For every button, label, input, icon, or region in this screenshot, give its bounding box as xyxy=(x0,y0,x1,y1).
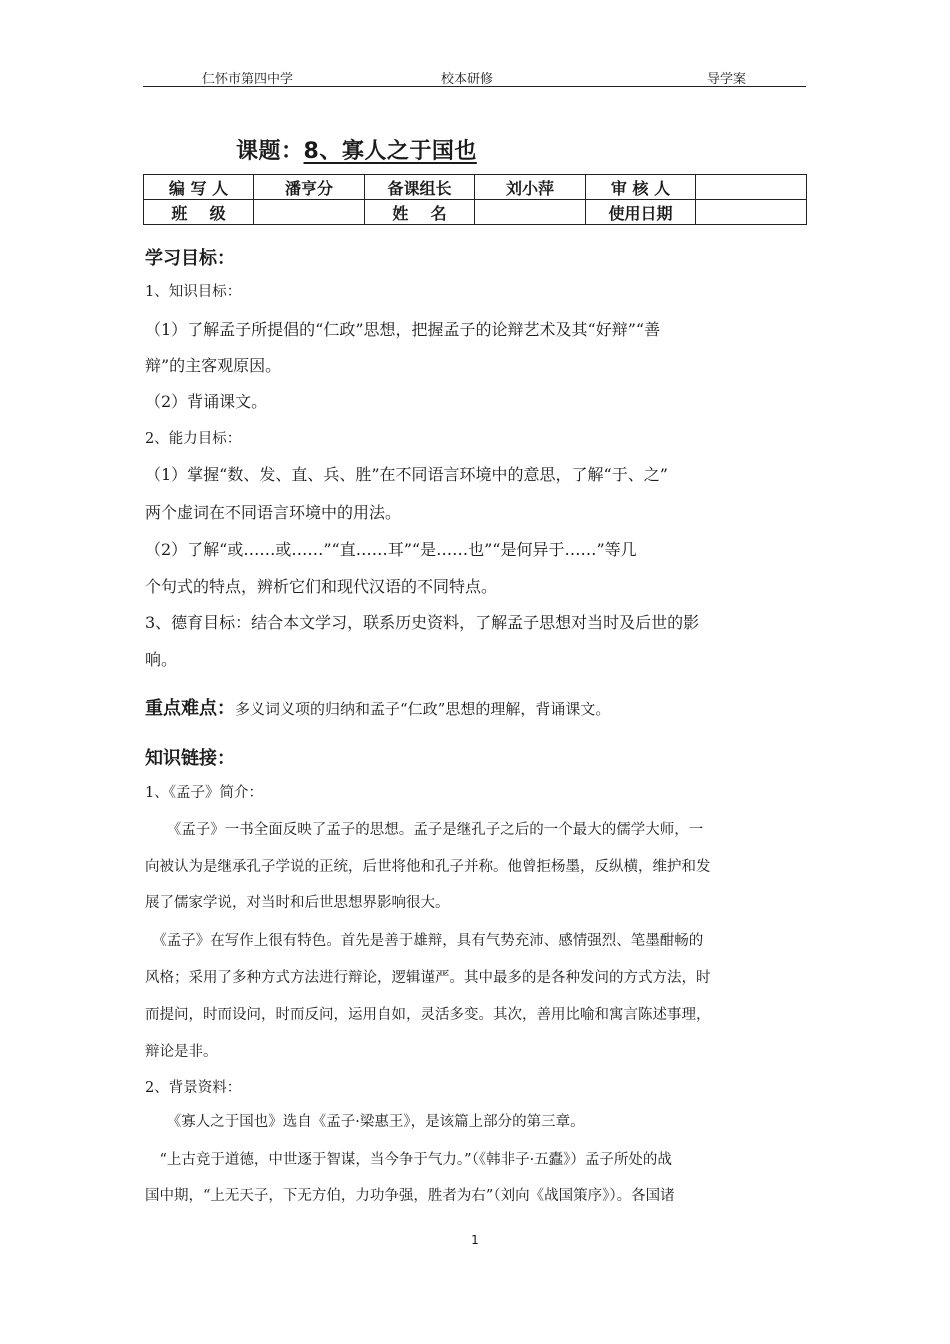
link-line: 而提问，时而设问，时而反问，运用自如，灵活多变。其次，善用比喻和寓言陈述事理， xyxy=(145,1007,711,1023)
goal-line: （2）背诵课文。 xyxy=(145,392,268,411)
info-cell xyxy=(696,175,807,200)
header-school: 仁怀市第四中学 xyxy=(202,72,294,87)
info-cell xyxy=(475,200,586,225)
link-line: 《孟子》在写作上很有特色。首先是善于雄辩，具有气势充沛、感情强烈、笔墨酣畅的 xyxy=(145,933,704,949)
info-cell: 刘小萍 xyxy=(475,175,586,200)
goal-line: 辩”的主客观原因。 xyxy=(145,356,282,375)
key-points-text: 多义词义项的归纳和孟子“仁政”思想的理解，背诵课文。 xyxy=(235,700,611,718)
goal-line: （1）掌握“数、发、直、兵、胜”在不同语言环境中的意思，了解“于、之” xyxy=(145,465,668,484)
link-line: 《孟子》一书全面反映了孟子的思想。孟子是继孔子之后的一个最大的儒学大师，一 xyxy=(145,822,704,838)
goal-line: （1）了解孟子所提倡的“仁政”思想，把握孟子的论辩艺术及其“好辩”“善 xyxy=(145,320,661,339)
key-points-heading: 重点难点： xyxy=(145,698,235,719)
goal-line: 2、能力目标： xyxy=(145,431,242,447)
lesson-title xyxy=(236,134,477,165)
link-line: 2、背景资料： xyxy=(145,1080,242,1096)
key-points xyxy=(145,694,810,720)
links-heading: 知识链接： xyxy=(145,748,235,769)
link-line: “上古竞于道德，中世逐于智谋，当今争于气力。”（《韩非子·五蠹》）孟子所处的战 xyxy=(145,1152,672,1168)
goals-heading: 学习目标： xyxy=(145,248,235,269)
info-cell: 姓 名 xyxy=(365,200,475,225)
page-number: 1 xyxy=(471,1233,479,1247)
info-cell xyxy=(254,200,365,225)
info-table xyxy=(143,174,807,225)
title-prefix: 课题： xyxy=(236,139,304,164)
header-category: 校本研修 xyxy=(441,72,494,87)
goal-line: （2）了解“或……或……”“直……耳”“是……也”“是何异于……”等几 xyxy=(145,540,637,559)
header-doc-type: 导学案 xyxy=(706,72,746,87)
link-line: 国中期，“上无天子，下无方伯，力功争强，胜者为右”（刘向《战国策序》）。各国诸 xyxy=(145,1188,675,1204)
info-cell: 潘亨分 xyxy=(254,175,365,200)
info-cell: 审 核 人 xyxy=(586,175,696,200)
info-cell: 编 写 人 xyxy=(144,175,254,200)
info-cell: 班 级 xyxy=(144,200,254,225)
goal-line: 1、知识目标： xyxy=(145,284,242,300)
goal-line: 3、德育目标：结合本文学习，联系历史资料，了解孟子思想对当时及后世的影 xyxy=(145,613,700,632)
link-line: 向被认为是继承孔子学说的正统，后世将他和孔子并称。他曾拒杨墨，反纵横，维护和发 xyxy=(145,859,711,875)
link-line: 辩论是非。 xyxy=(145,1044,218,1060)
info-row xyxy=(144,200,807,225)
info-cell xyxy=(696,200,807,225)
title-name: 8、寡人之于国也 xyxy=(303,139,477,164)
goal-line: 两个虚词在不同语言环境中的用法。 xyxy=(145,503,402,522)
link-line: 展了儒家学说，对当时和后世思想界影响很大。 xyxy=(145,895,450,911)
link-line: 《寡人之于国也》选自《孟子·梁惠王》，是该篇上部分的第三章。 xyxy=(145,1114,585,1130)
goal-line: 响。 xyxy=(145,650,178,669)
info-cell: 备课组长 xyxy=(365,175,475,200)
info-row xyxy=(144,175,807,200)
page-header xyxy=(143,66,806,87)
goal-line: 个句式的特点，辨析它们和现代汉语的不同特点。 xyxy=(145,577,498,596)
link-line: 风格；采用了多种方式方法进行辩论，逻辑谨严。其中最多的是各种发问的方式方法，时 xyxy=(145,970,711,986)
link-line: 1、《孟子》简介： xyxy=(145,785,263,801)
info-cell: 使用日期 xyxy=(586,200,696,225)
